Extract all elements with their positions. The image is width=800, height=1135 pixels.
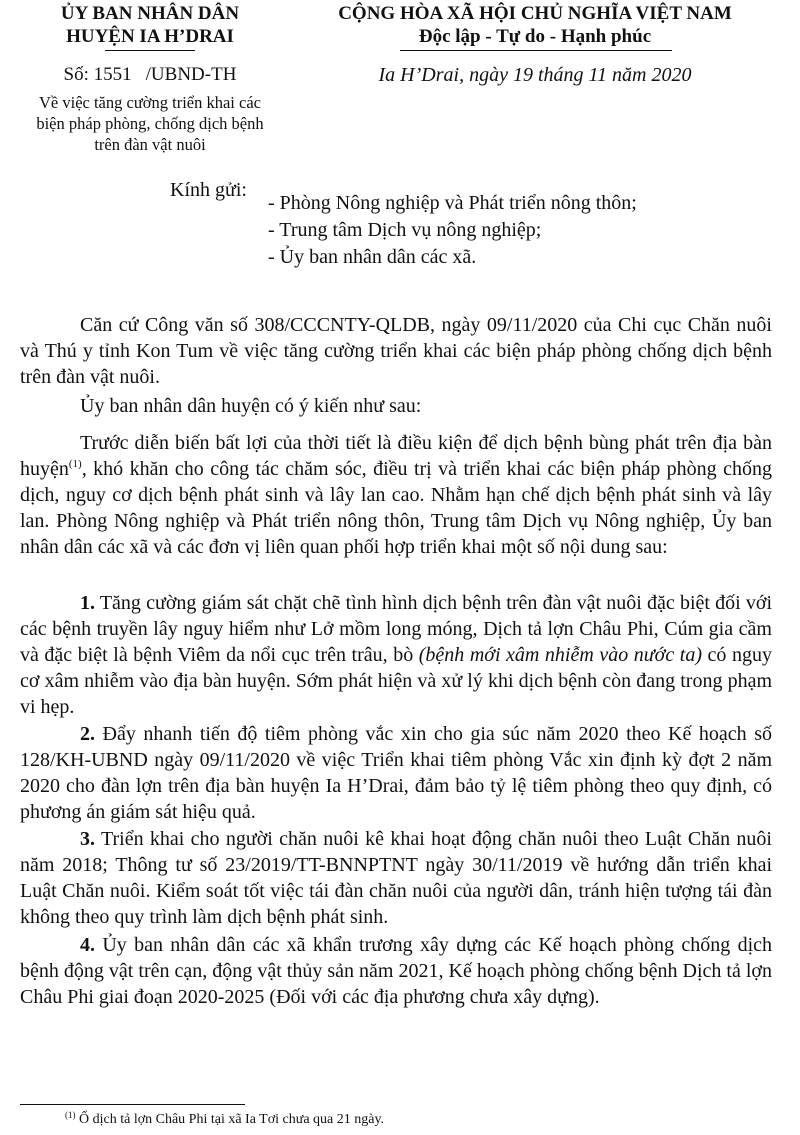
item-number: 4. bbox=[80, 934, 95, 956]
date-line: Ia H’Drai, ngày 19 tháng 11 năm 2020 bbox=[378, 64, 692, 86]
org-line-2: HUYỆN IA H’DRAI bbox=[66, 26, 234, 47]
item-number: 1. bbox=[80, 592, 95, 614]
motto-underline bbox=[400, 50, 672, 51]
national-heading bbox=[300, 2, 770, 48]
footnote-reference: (1) bbox=[68, 458, 82, 470]
footnote: $^{(1)}$ Ổ dịch tả lợn Châu Phi tại xã Ia Tơi chưa qua 21 ngày. bbox=[65, 1110, 385, 1127]
recipient-item: - Ủy ban nhân dân các xã. bbox=[268, 246, 477, 268]
recipients-label: Kính gửi: bbox=[170, 179, 247, 201]
paragraph-context: Trước diễn biến bất lợi của thời tiết là điều kiện để dịch bệnh bùng phát trên địa bàn huyện$^{(1)}$, khó khăn cho công tác chăm sóc, điều trị và triển khai các biện pháp phòng chống dịch, nguy cơ dịch bệnh phát sinh và lây lan cao. Nhằm hạn chế dịch bệnh phát sinh và lây lan. Phòng Nông nghiệp và Phát triển nông thôn, Trung tâm Dịch vụ Nông nghiệp, Ủy ban nhân dân các xã và các đơn vị liên quan phối hợp triển khai một số nội dung sau: bbox=[20, 432, 772, 558]
document-subject: Về việc tăng cường triển khai các biện pháp phòng, chống dịch bệnh trên đàn vật nuôi bbox=[36, 93, 264, 154]
item-2: 2. Đẩy nhanh tiến độ tiêm phòng vắc xin cho gia súc năm 2020 theo Kế hoạch số 128/KH-UBND ngày 09/11/2020 về việc Triển khai tiêm phòng Vắc xin định kỳ đợt 2 năm 2020 cho đàn lợn trên địa bàn huyện Ia H’Drai, đảm bảo tỷ lệ tiêm phòng theo quy định, có phương án giám sát hiệu quả. bbox=[20, 723, 772, 823]
footnote-divider bbox=[20, 1104, 245, 1105]
org-line-1: ỦY BAN NHÂN DÂN bbox=[60, 3, 240, 24]
issuing-organization bbox=[20, 2, 280, 48]
item-number: 2. bbox=[80, 723, 95, 745]
recipient-item: - Phòng Nông nghiệp và Phát triển nông thôn; bbox=[268, 192, 637, 214]
item-4: 4. Ủy ban nhân dân các xã khẩn trương xây dựng các Kế hoạch phòng chống dịch bệnh động vật trên cạn, động vật thủy sản năm 2021, Kế hoạch phòng chống bệnh Dịch tả lợn Châu Phi giai đoạn 2020-2025 (Đối với các địa phương chưa xây dựng). bbox=[20, 934, 772, 1008]
item-1: 1. Tăng cường giám sát chặt chẽ tình hình dịch bệnh trên đàn vật nuôi đặc biệt đối với các bệnh truyền lây nguy hiểm như Lở mồm long móng, Dịch tả lợn Châu Phi, Cúm gia cầm và đặc biệt là bệnh Viêm da nổi cục trên trâu, bò (bệnh mới xâm nhiễm vào nước ta) có nguy cơ xâm nhiễm vào địa bàn huyện. Sớm phát hiện và xử lý khi dịch bệnh còn đang trong phạm vi hẹp. bbox=[20, 592, 772, 718]
paragraph-basis: Căn cứ Công văn số 308/CCCNTY-QLDB, ngày 09/11/2020 của Chi cục Chăn nuôi và Thú y tỉnh Kon Tum về việc tăng cường triển khai các biện pháp phòng chống dịch bệnh trên đàn vật nuôi. bbox=[20, 314, 772, 388]
recipients-list bbox=[268, 190, 637, 271]
nation-line: CỘNG HÒA XÃ HỘI CHỦ NGHĨA VIỆT NAM bbox=[338, 3, 732, 24]
footnote-mark: (1) bbox=[65, 1110, 76, 1120]
document-number: Số: 1551 /UBND-TH bbox=[63, 64, 237, 85]
item-3: 3. Triển khai cho người chăn nuôi kê khai hoạt động chăn nuôi theo Luật Chăn nuôi năm 2018; Thông tư số 23/2019/TT-BNNPTNT ngày 30/11/2019 về hướng dẫn triển khai Luật Chăn nuôi. Kiểm soát tốt việc tái đàn chăn nuôi của người dân, tránh hiện tượng tái đàn không theo quy trình làm dịch bệnh phát sinh. bbox=[20, 828, 772, 928]
recipient-item: - Trung tâm Dịch vụ nông nghiệp; bbox=[268, 219, 542, 241]
item-number: 3. bbox=[80, 828, 95, 850]
motto: Độc lập - Tự do - Hạnh phúc bbox=[418, 26, 652, 47]
paragraph-opinion: Ủy ban nhân dân huyện có ý kiến như sau: bbox=[80, 395, 422, 417]
org-underline bbox=[105, 50, 195, 51]
